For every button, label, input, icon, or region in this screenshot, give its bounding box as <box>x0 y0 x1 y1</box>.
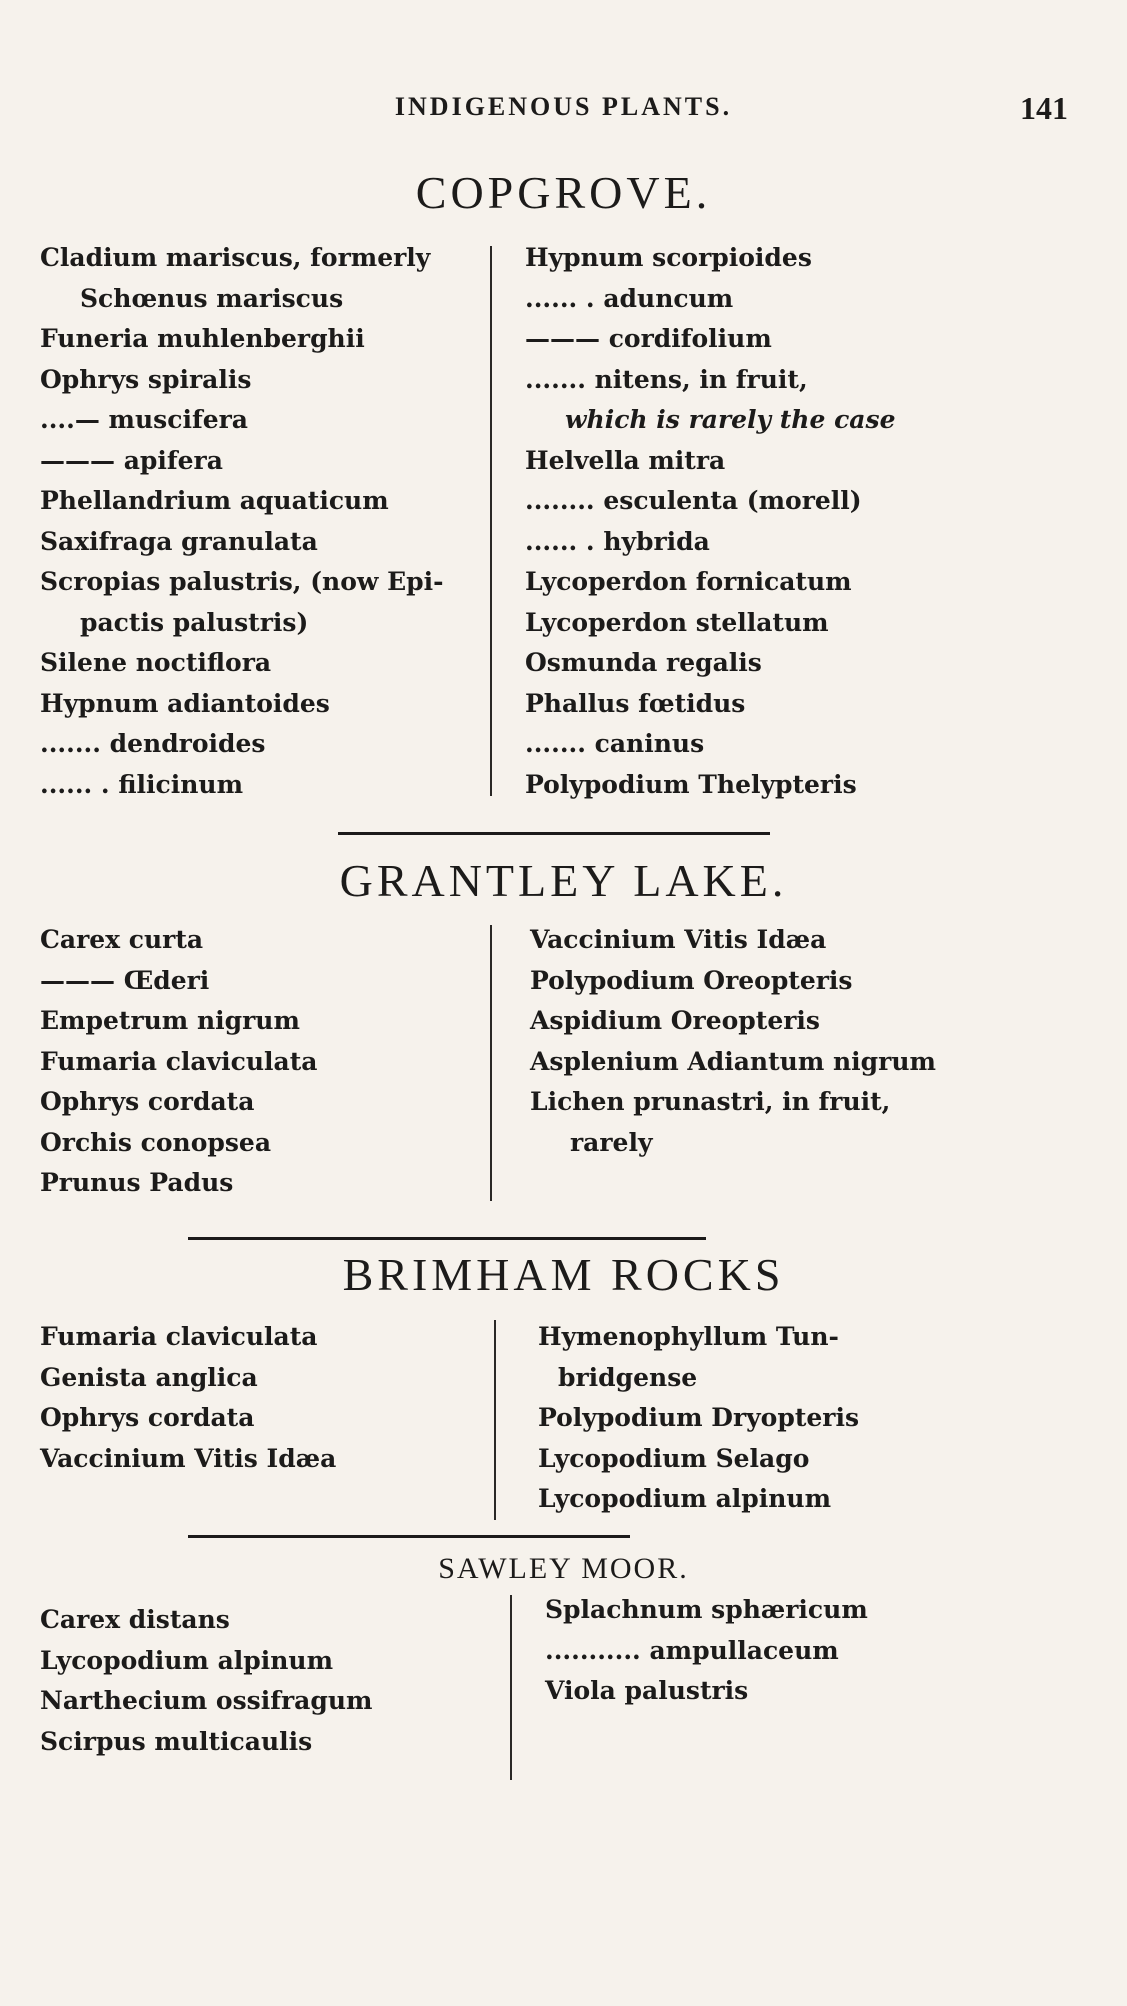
section-rule <box>338 832 770 835</box>
species-entry: Lycopodium Selago <box>538 1443 810 1473</box>
species-entry: Osmunda regalis <box>525 648 762 677</box>
species-entry: Asplenium Adiantum nigrum <box>530 1046 936 1076</box>
column-divider <box>490 246 492 796</box>
species-entry: Viola palustris <box>545 1676 749 1705</box>
species-entry: Empetrum nigrum <box>40 1006 300 1035</box>
species-list-left <box>40 1317 336 1479</box>
species-list-left <box>40 1600 372 1762</box>
column-divider <box>490 925 492 1201</box>
section-title-sawley-moor: SAWLEY MOOR. <box>438 1552 689 1585</box>
species-entry: ...... . hybrida <box>525 526 710 556</box>
species-entry: Funeria muhlenberghii <box>40 324 365 353</box>
species-entry: Fumaria claviculata <box>40 1322 318 1351</box>
species-entry: Lycopodium alpinum <box>40 1645 334 1675</box>
species-entry: Lichen prunastri, in fruit, <box>530 1087 891 1116</box>
species-entry: Lycoperdon stellatum <box>525 607 829 637</box>
species-entry: rarely <box>570 1127 653 1157</box>
species-entry: ....— muscifera <box>40 405 248 434</box>
section-rule <box>188 1237 706 1240</box>
species-entry: Polypodium Dryopteris <box>538 1403 860 1432</box>
species-list-left <box>40 920 318 1204</box>
species-entry: Splachnum sphæricum <box>545 1595 868 1624</box>
section-title-brimham-rocks: BRIMHAM ROCKS <box>342 1249 785 1300</box>
species-list-right <box>545 1590 868 1712</box>
species-entry: Helvella mitra <box>525 445 726 475</box>
species-entry: Phallus fœtidus <box>525 688 746 718</box>
species-entry: ...... . filicinum <box>40 769 244 799</box>
species-entry: Ophrys cordata <box>40 1087 255 1116</box>
species-entry: ....... nitens, in fruit, <box>525 364 808 394</box>
species-entry: Phellandrium aquaticum <box>40 486 389 515</box>
species-entry: Lycoperdon fornicatum <box>525 567 852 596</box>
species-entry: ........ esculenta (morell) <box>525 486 862 515</box>
species-entry: Hypnum adiantoides <box>40 688 330 718</box>
species-list-right <box>538 1317 859 1520</box>
species-entry: ........... ampullaceum <box>545 1635 839 1665</box>
species-entry: Polypodium Thelypteris <box>525 769 857 799</box>
species-entry: pactis palustris) <box>80 607 309 637</box>
running-head: INDIGENOUS PLANTS. <box>394 92 733 121</box>
species-entry: Narthecium ossifragum <box>40 1686 373 1715</box>
species-entry: Silene noctiflora <box>40 648 272 677</box>
section-title-grantley-lake: GRANTLEY LAKE. <box>339 855 788 906</box>
species-list-right <box>525 238 895 805</box>
species-entry: Prunus Padus <box>40 1168 234 1197</box>
species-entry: Polypodium Oreopteris <box>530 965 853 995</box>
species-list-right <box>530 920 936 1163</box>
column-divider <box>510 1595 512 1780</box>
species-entry: Orchis conopsea <box>40 1127 272 1157</box>
species-entry: Carex distans <box>40 1605 230 1634</box>
section-rule <box>188 1535 630 1538</box>
species-entry: Ophrys spiralis <box>40 364 252 394</box>
species-entry: ——— cordifolium <box>525 324 772 353</box>
species-entry: ——— Œderi <box>40 965 210 995</box>
species-entry: Scropias palustris, (now Epi- <box>40 567 444 596</box>
species-entry: Genista anglica <box>40 1362 258 1392</box>
species-entry: Fumaria claviculata <box>40 1046 318 1076</box>
species-entry: Hypnum scorpioides <box>525 243 812 272</box>
section-title-copgrove: COPGROVE. <box>415 167 712 218</box>
species-entry: bridgense <box>558 1362 698 1392</box>
species-entry: Vaccinium Vitis Idæa <box>40 1443 337 1473</box>
species-entry: Schœnus mariscus <box>80 283 344 313</box>
species-entry: ....... caninus <box>525 729 705 758</box>
species-entry: ....... dendroides <box>40 729 266 758</box>
page-number: 141 <box>1020 90 1068 126</box>
species-entry: Cladium mariscus, formerly <box>40 243 431 272</box>
column-divider <box>494 1320 496 1520</box>
species-entry: Lycopodium alpinum <box>538 1484 832 1513</box>
species-entry: Carex curta <box>40 925 204 954</box>
species-entry: Scirpus multicaulis <box>40 1726 313 1756</box>
species-entry: Ophrys cordata <box>40 1403 255 1432</box>
species-entry: Saxifraga granulata <box>40 526 318 556</box>
species-entry: Hymenophyllum Tun- <box>538 1322 839 1351</box>
species-entry: which is rarely the case <box>565 405 896 434</box>
species-entry: ——— apifera <box>40 445 223 475</box>
species-entry: Vaccinium Vitis Idæa <box>530 925 827 954</box>
species-entry: Aspidium Oreopteris <box>530 1006 820 1035</box>
species-entry: ...... . aduncum <box>525 283 734 313</box>
species-list-left <box>40 238 444 805</box>
